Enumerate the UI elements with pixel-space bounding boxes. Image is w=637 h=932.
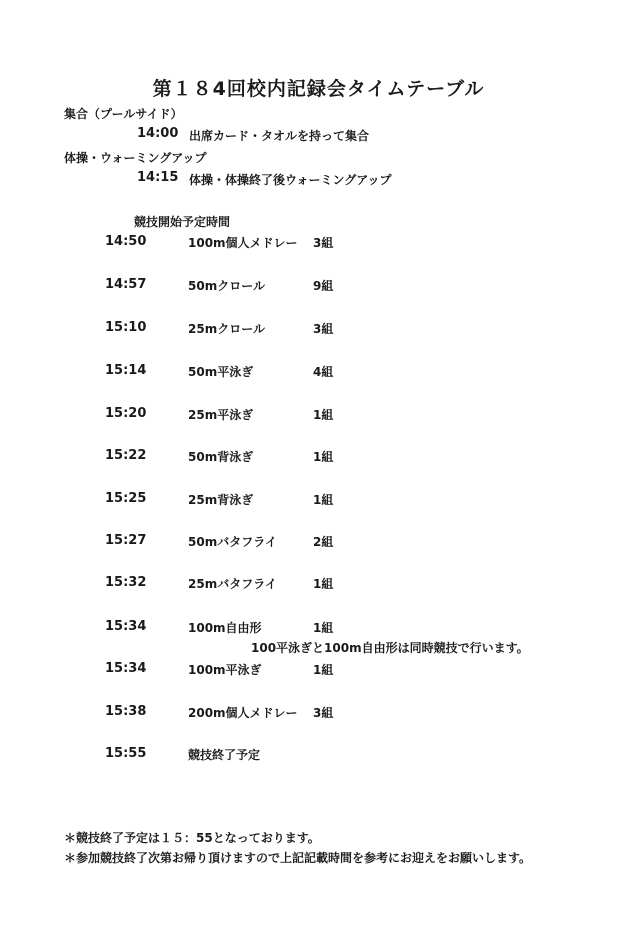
schedule-row [0, 363, 637, 383]
event-groups: 1組 [313, 408, 334, 422]
event-time: 14:50 [105, 234, 147, 249]
event-groups: 1組 [313, 577, 334, 591]
event-name: 25mバタフライ [188, 577, 277, 591]
event-name: 競技終了予定 [188, 748, 261, 762]
schedule-row [0, 661, 637, 681]
schedule-heading: 競技開始予定時間 [134, 215, 231, 229]
warmup-time: 14:15 [137, 170, 179, 185]
event-groups: 1組 [313, 493, 334, 507]
schedule-row [0, 320, 637, 340]
schedule-row [0, 406, 637, 426]
event-time: 15:10 [105, 320, 147, 335]
event-time: 15:38 [105, 704, 147, 719]
event-time: 15:32 [105, 575, 147, 590]
event-time: 15:34 [105, 619, 147, 634]
schedule-row [0, 619, 637, 639]
warmup-text: 体操・体操終了後ウォーミングアップ [189, 173, 392, 187]
schedule-row [0, 575, 637, 595]
page-title: 第１８4回校内記録会タイムテーブル [152, 78, 485, 100]
event-time: 15:22 [105, 448, 147, 463]
simultaneous-note: 100平泳ぎと100m自由形は同時競技で行います。 [251, 641, 529, 655]
event-time: 15:27 [105, 533, 147, 548]
footnote-end-time: ＊競技終了予定は１５：55となっております。 [64, 831, 320, 845]
schedule-row [0, 491, 637, 511]
event-groups: 2組 [313, 535, 334, 549]
event-groups: 9組 [313, 279, 334, 293]
event-groups: 1組 [313, 450, 334, 464]
event-groups: 3組 [313, 706, 334, 720]
event-time: 15:25 [105, 491, 147, 506]
event-groups: 3組 [313, 236, 334, 250]
event-name: 25mクロール [188, 322, 265, 336]
event-name: 100m個人メドレー [188, 236, 298, 250]
event-name: 50mクロール [188, 279, 265, 293]
event-name: 25m平泳ぎ [188, 408, 254, 422]
schedule-row [0, 704, 637, 724]
event-name: 50mバタフライ [188, 535, 277, 549]
footnote-pickup: ＊参加競技終了次第お帰り頂けますので上記記載時間を参考にお迎えをお願いします。 [64, 851, 532, 865]
event-name: 50m背泳ぎ [188, 450, 254, 464]
event-name: 50m平泳ぎ [188, 365, 254, 379]
event-time: 15:34 [105, 661, 147, 676]
schedule-row [0, 277, 637, 297]
event-groups: 3組 [313, 322, 334, 336]
event-time: 15:14 [105, 363, 147, 378]
schedule-row [0, 746, 637, 766]
event-groups: 1組 [313, 663, 334, 677]
event-time: 14:57 [105, 277, 147, 292]
event-name: 200m個人メドレー [188, 706, 298, 720]
event-time: 15:20 [105, 406, 147, 421]
event-time: 15:55 [105, 746, 147, 761]
schedule-row [0, 448, 637, 468]
event-name: 25m背泳ぎ [188, 493, 254, 507]
warmup-heading: 体操・ウォーミングアップ [64, 151, 207, 165]
gathering-time: 14:00 [137, 126, 179, 141]
event-groups: 1組 [313, 621, 334, 635]
schedule-row [0, 234, 637, 254]
event-groups: 4組 [313, 365, 334, 379]
gathering-text: 出席カード・タオルを持って集合 [189, 129, 370, 143]
schedule-row [0, 533, 637, 553]
event-name: 100m自由形 [188, 621, 262, 635]
event-name: 100m平泳ぎ [188, 663, 262, 677]
gathering-heading: 集合（プールサイド） [64, 107, 183, 121]
